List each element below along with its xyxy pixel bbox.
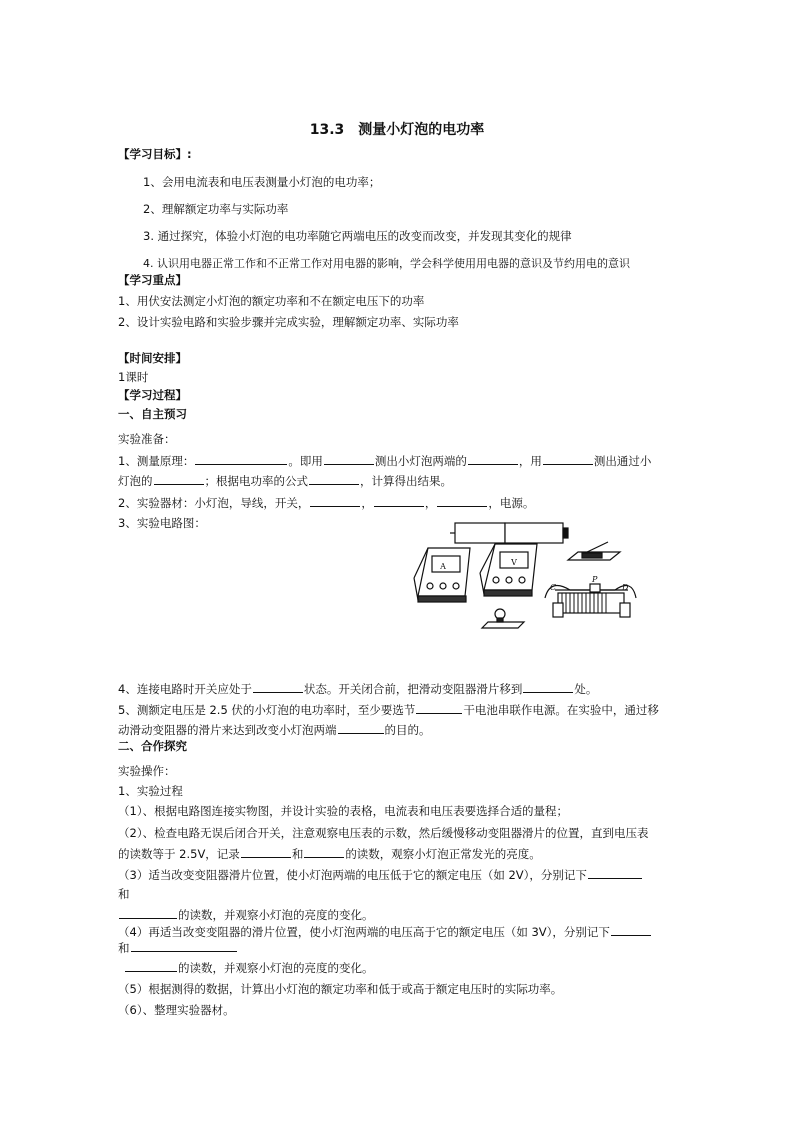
answer-blank[interactable]: [324, 452, 374, 465]
step-3-line-2: 和: [118, 887, 130, 901]
focus-item-2: 2、设计实验电路和实验步骤并完成实验，理解额定功率、实际功率: [118, 315, 459, 329]
answer-blank[interactable]: [338, 721, 384, 734]
answer-blank[interactable]: [468, 452, 518, 465]
voltmeter-label: V: [511, 558, 517, 567]
goals-header: 【学习目标】:: [118, 147, 192, 161]
step-6: （6）、整理实验器材。: [118, 1003, 235, 1017]
schedule-text: 1课时: [118, 370, 149, 384]
step-1: （1）、根据电路图连接实物图，并设计实验的表格，电流表和电压表要选择合适的量程；: [118, 804, 569, 818]
bulb-icon: [482, 609, 524, 628]
switch-icon: [568, 542, 620, 560]
answer-blank[interactable]: [154, 472, 204, 485]
step-5: （5）根据测得的数据，计算出小灯泡的额定功率和低于或高于额定电压时的实际功率。: [118, 982, 563, 996]
answer-blank[interactable]: [611, 923, 651, 936]
question-5-line-1: 5、测额定电压是 2.5 伏的小灯泡的电功率时，至少要选节 干电池串联作电源。在实验中，通过移: [118, 703, 659, 717]
answer-blank[interactable]: [416, 701, 462, 714]
rheostat-label-d: D: [622, 583, 629, 592]
question-3: 3、实验电路图：: [118, 516, 206, 530]
step-4-line-3: 的读数，并观察小灯泡的亮度的变化。: [124, 959, 374, 976]
answer-blank[interactable]: [543, 452, 593, 465]
question-2: 2、实验器材：小灯泡，导线，开关， ， ， ，电源。: [118, 496, 535, 510]
step-2-line-1: （2）、检查电路无误后闭合开关，注意观察电压表的示数，然后缓慢移动变阻器滑片的位置，直到电压表: [118, 826, 649, 840]
step-3-line-3: 的读数，并观察小灯泡的亮度的变化。: [118, 906, 374, 923]
ops-label: 实验操作：: [118, 764, 176, 778]
question-1-line-2: 灯泡的 ；根据电功率的公式 ，计算得出结果。: [118, 474, 452, 488]
battery-icon: [450, 523, 568, 543]
answer-blank[interactable]: [523, 680, 573, 693]
answer-blank[interactable]: [304, 845, 344, 858]
process-header: 【学习过程】: [118, 388, 187, 402]
answer-blank[interactable]: [374, 494, 424, 507]
focus-header: 【学习重点】: [118, 273, 187, 287]
answer-blank[interactable]: [253, 680, 303, 693]
question-1-line-1: 1、测量原理： 。即用 测出小灯泡两端的 ，用 测出通过小: [118, 454, 652, 468]
circuit-apparatus-diagram: [410, 518, 670, 638]
question-5-line-2: 动滑动变阻器的滑片来达到改变小灯泡两端 的目的。: [118, 723, 431, 737]
goal-item-1: 1、会用电流表和电压表测量小灯泡的电功率；: [143, 175, 381, 189]
answer-blank[interactable]: [241, 845, 291, 858]
ammeter-label: A: [440, 562, 446, 571]
schedule-header: 【时间安排】: [118, 351, 187, 365]
answer-blank[interactable]: [588, 866, 642, 879]
answer-blank[interactable]: [131, 939, 237, 952]
rheostat-label-p: P: [592, 575, 598, 584]
step-4-line-1: （4）再适当改变变阻器的滑片位置，使小灯泡两端的电压高于它的额定电压（如 3V），分别记下: [118, 923, 652, 940]
focus-item-1: 1、用伏安法测定小灯泡的额定功率和不在额定电压下的功率: [118, 294, 425, 308]
page-title: 13.3 测量小灯泡的电功率: [309, 122, 485, 138]
rheostat-label-c: C: [550, 583, 557, 592]
prep-label: 实验准备：: [118, 432, 176, 446]
step-4-line-2: 和: [118, 939, 238, 956]
answer-blank[interactable]: [125, 959, 177, 972]
answer-blank[interactable]: [309, 472, 359, 485]
goal-item-4: 4. 认识用电器正常工作和不正常工作对用电器的影响，学会科学使用用电器的意识及节约用电的意识: [143, 257, 630, 270]
answer-blank[interactable]: [195, 452, 287, 465]
preview-header: 一、自主预习: [118, 407, 187, 421]
coop-header: 二、合作探究: [118, 739, 187, 753]
voltmeter-icon: [480, 544, 537, 596]
goal-item-3: 3. 通过探究，体验小灯泡的电功率随它两端电压的改变而改变，并发现其变化的规律: [143, 229, 572, 243]
answer-blank[interactable]: [119, 906, 177, 919]
question-4: 4、连接电路时开关应处于 状态。开关闭合前，把滑动变阻器滑片移到 处。: [118, 682, 598, 696]
step-2-line-2: 的读数等于 2.5V，记录 和 的读数，观察小灯泡正常发光的亮度。: [118, 847, 541, 861]
answer-blank[interactable]: [437, 494, 487, 507]
ops-step-1: 1、实验过程: [118, 784, 183, 798]
goal-item-2: 2、理解额定功率与实际功率: [143, 202, 289, 216]
step-3-line-1: （3）适当改变变阻器滑片位置，使小灯泡两端的电压低于它的额定电压（如 2V），分别记下: [118, 866, 643, 883]
ammeter-icon: [414, 548, 470, 602]
answer-blank[interactable]: [310, 494, 360, 507]
